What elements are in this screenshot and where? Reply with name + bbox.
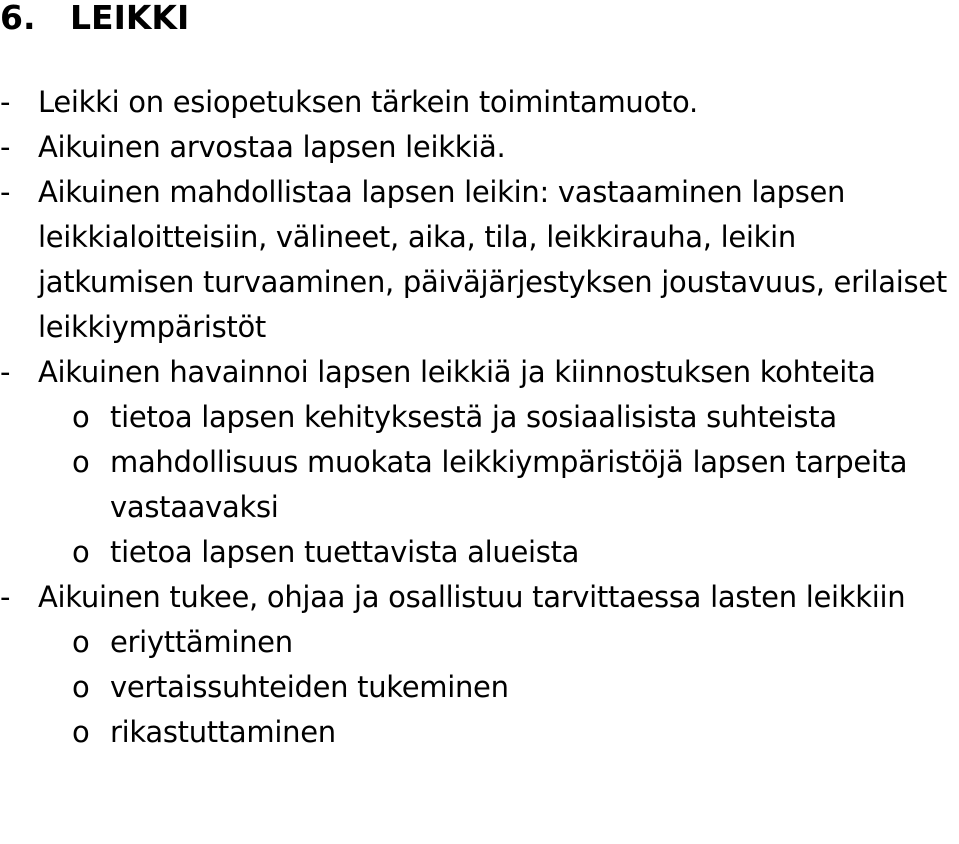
list-item [0,80,959,125]
dash-marker: - [0,175,11,209]
list-item-text: Aikuinen arvostaa lapsen leikkiä. [38,130,506,164]
list-item-text: Leikki on esiopetuksen tärkein toimintamuoto. [38,85,698,119]
dash-marker: - [0,130,11,164]
list-item [0,125,959,170]
sub-list-item-text: tietoa lapsen kehityksestä ja sosiaalisista suhteista [110,400,837,434]
circle-marker: o [72,715,90,749]
sub-list-item [0,710,959,755]
circle-marker: o [72,670,90,704]
sub-list-item [0,395,959,440]
list-item-text: Aikuinen tukee, ohjaa ja osallistuu tarvittaessa lasten leikkiin [38,580,906,614]
bullet-list [0,80,959,755]
sub-list-item-text: tietoa lapsen tuettavista alueista [110,535,580,569]
section-title: LEIKKI [70,0,190,37]
circle-marker: o [72,535,90,569]
list-item [0,575,959,620]
sub-list-item-text: rikastuttaminen [110,715,336,749]
list-item [0,170,959,350]
section-heading [0,0,189,40]
list-item [0,350,959,395]
circle-marker: o [72,445,90,479]
list-item-text: Aikuinen havainnoi lapsen leikkiä ja kiinnostuksen kohteita [38,355,876,389]
dash-marker: - [0,580,11,614]
sub-list-item [0,530,959,575]
section-number: 6. [0,0,36,37]
sub-list-item [0,440,959,530]
sub-list-item-text: vertaissuhteiden tukeminen [110,670,509,704]
dash-marker: - [0,85,11,119]
circle-marker: o [72,400,90,434]
sub-list-item-text: mahdollisuus muokata leikkiympäristöjä lapsen tarpeita vastaavaksi [110,445,908,524]
circle-marker: o [72,625,90,659]
sub-list-item [0,665,959,710]
sub-list-item [0,620,959,665]
sub-list-item-text: eriyttäminen [110,625,293,659]
list-item-text: Aikuinen mahdollistaa lapsen leikin: vastaaminen lapsen leikkialoitteisiin, välineet, aika, tila, leikkirauha, leikin jatkumisen turvaaminen, päiväjärjestyksen joustavuus, erilaiset leikkiympäristöt [38,175,947,344]
dash-marker: - [0,355,11,389]
